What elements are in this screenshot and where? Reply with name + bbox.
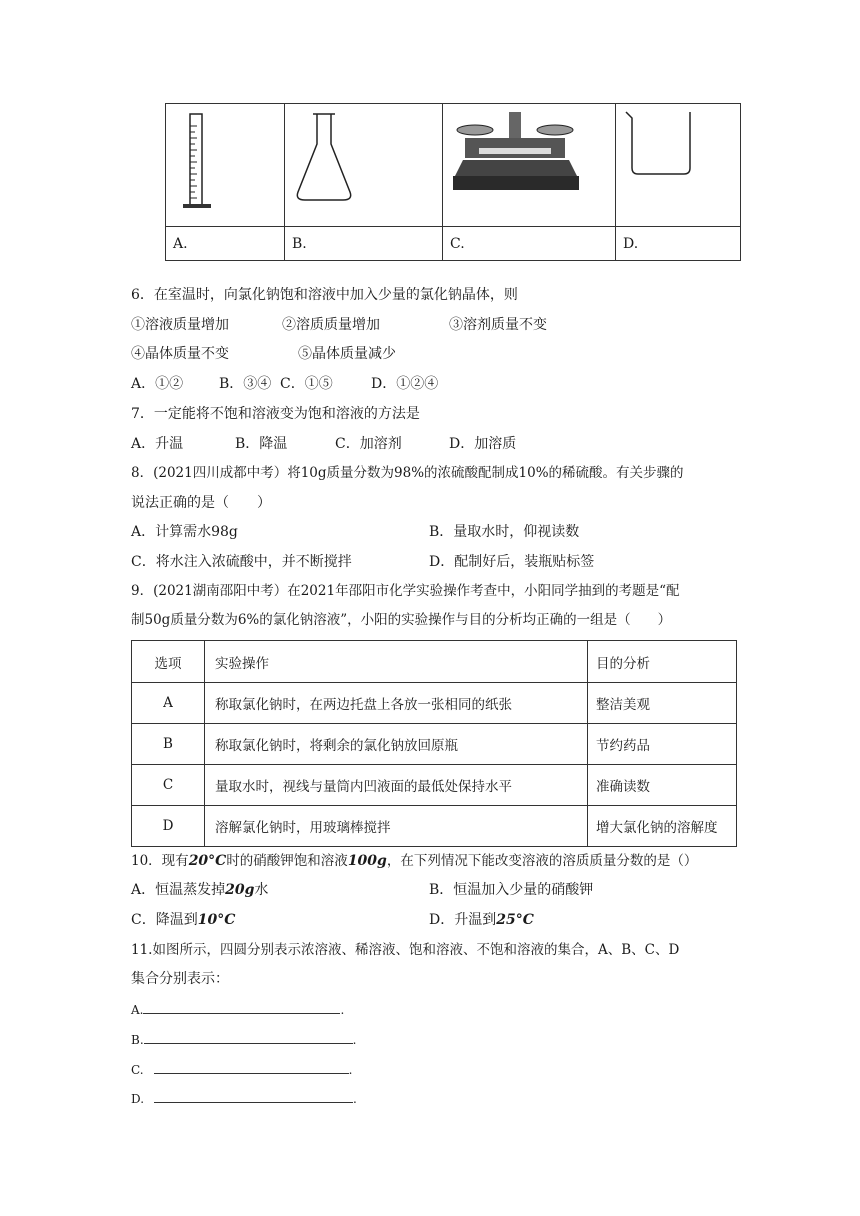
q10-stem (131, 851, 697, 871)
q11-blank-b-label: B. (131, 1033, 144, 1047)
q10-option-a-post: 水 (254, 882, 269, 898)
q8-option-b: B．量取水时，仰视读数 (429, 524, 580, 540)
apparatus-label-c: C. (443, 227, 616, 261)
q8-option-d: D．配制好后，装瓶贴标签 (429, 554, 595, 570)
q7-option-c: C．加溶剂 (335, 436, 402, 452)
q10-option-c-pre: C．降温到 (131, 912, 198, 928)
beaker-icon (616, 104, 740, 222)
apparatus-label-b: B. (285, 227, 443, 261)
q9-stem-line1: 9．(2021湖南邵阳中考）在2021年邵阳市化学实验操作考查中，小阳同学抽到的考题是“配 (131, 583, 680, 599)
table-row (132, 724, 737, 765)
q10-formula-temp: 20°C (188, 853, 227, 869)
q11-stem-line2: 集合分别表示： (131, 971, 229, 987)
q9-row-b-option: B (132, 724, 205, 765)
q9-header-operation: 实验操作 (205, 641, 588, 683)
q10-option-a-pre: A．恒温蒸发掉 (131, 882, 226, 898)
q9-row-b-analysis: 节约药品 (588, 724, 737, 765)
apparatus-cell-b (285, 104, 443, 227)
q10-option-a-formula: 20g (225, 882, 255, 898)
q6-item-5: ⑤晶体质量减少 (298, 346, 396, 362)
q6-item-2: ②溶质质量增加 (282, 317, 380, 333)
q10-option-c (131, 910, 235, 930)
apparatus-label-d: D. (616, 227, 741, 261)
q11-blank-d-label: D. (131, 1092, 145, 1106)
q9-row-c-option: C (132, 765, 205, 806)
q6-item-3: ③溶剂质量不变 (449, 317, 547, 333)
graduated-cylinder-icon (166, 104, 284, 222)
q8-option-a: A．计算需水98g (131, 524, 238, 540)
q7-option-b: B．降温 (235, 436, 288, 452)
apparatus-cell-a (166, 104, 285, 227)
q11-blank-a (131, 999, 344, 1020)
q11-blank-b (131, 1029, 356, 1050)
q10-option-d-formula: 25°C (496, 912, 534, 928)
apparatus-cell-d (616, 104, 741, 227)
q6-stem: 6．在室温时，向氯化钠饱和溶液中加入少量的氯化钠晶体，则 (131, 287, 518, 303)
table-row (132, 765, 737, 806)
q11-stem-line1: 11.如图所示，四圆分别表示浓溶液、稀溶液、饱和溶液、不饱和溶液的集合，A、B、C、D (131, 942, 680, 958)
apparatus-label-a: A. (166, 227, 285, 261)
q11-blank-d (131, 1088, 357, 1109)
q8-stem-line1: 8．(2021四川成都中考）将10g质量分数为98%的浓硫酸配制成10%的稀硫酸。有关步骤的 (131, 465, 684, 481)
q11-blank-c (131, 1059, 352, 1080)
q6-option-c: C．①⑤ (280, 376, 333, 392)
q10-option-a (131, 880, 268, 900)
q11-answer-b[interactable] (144, 1029, 353, 1044)
q6-option-d: D．①②④ (371, 376, 439, 392)
q7-stem: 7．一定能将不饱和溶液变为饱和溶液的方法是 (131, 406, 420, 422)
q7-option-d: D．加溶质 (449, 436, 517, 452)
q8-stem-line2: 说法正确的是（ ） (131, 495, 271, 511)
q9-row-b-operation: 称取氯化钠时，将剩余的氯化钠放回原瓶 (205, 724, 588, 765)
q9-row-c-operation: 量取水时，视线与量筒内凹液面的最低处保持水平 (205, 765, 588, 806)
q11-answer-a[interactable] (143, 999, 340, 1014)
q9-row-d-operation: 溶解氯化钠时，用玻璃棒搅拌 (205, 806, 588, 847)
q11-blank-c-end: . (348, 1063, 353, 1077)
q8-option-c: C．将水注入浓硫酸中，并不断搅拌 (131, 554, 352, 570)
q6-item-4: ④晶体质量不变 (131, 346, 229, 362)
q10-formula-mass: 100g (347, 853, 387, 869)
table-row (132, 806, 737, 847)
q11-blank-c-label: C. (131, 1063, 144, 1077)
q9-row-a-option: A (132, 683, 205, 724)
q9-header-option: 选项 (132, 641, 205, 683)
q9-table (131, 640, 737, 847)
table-row (132, 683, 737, 724)
q10-option-d-pre: D．升温到 (429, 912, 497, 928)
q10-option-c-formula: 10°C (197, 912, 236, 928)
q10-stem-b: 时的硝酸钾饱和溶液 (226, 853, 348, 869)
q10-stem-a: 10．现有 (131, 853, 189, 869)
q11-blank-a-end: . (340, 1003, 345, 1017)
q7-option-a: A．升温 (131, 436, 184, 452)
q11-blank-a-label: A. (131, 1003, 144, 1017)
q9-row-d-option: D (132, 806, 205, 847)
apparatus-table (165, 103, 741, 261)
q10-option-d (429, 910, 534, 930)
balance-scale-icon (443, 104, 615, 222)
q9-header-analysis: 目的分析 (588, 641, 737, 683)
q10-stem-c: ，在下列情况下能改变溶液的溶质质量分数的是（） (386, 853, 698, 869)
apparatus-cell-c (443, 104, 616, 227)
q9-row-d-analysis: 增大氯化钠的溶解度 (588, 806, 737, 847)
q6-option-a: A．①② (131, 376, 184, 392)
q11-blank-b-end: . (352, 1033, 357, 1047)
q9-row-c-analysis: 准确读数 (588, 765, 737, 806)
q11-answer-d[interactable] (154, 1088, 353, 1103)
q10-option-b: B．恒温加入少量的硝酸钾 (429, 882, 594, 898)
q9-stem-line2: 制50g质量分数为6%的氯化钠溶液”，小阳的实验操作与目的分析均正确的一组是（ ） (131, 612, 672, 628)
q9-row-a-analysis: 整洁美观 (588, 683, 737, 724)
q11-blank-d-end: . (353, 1092, 357, 1106)
q11-answer-c[interactable] (154, 1059, 349, 1074)
q9-row-a-operation: 称取氯化钠时，在两边托盘上各放一张相同的纸张 (205, 683, 588, 724)
q6-option-b: B．③④ (219, 376, 272, 392)
conical-flask-icon (285, 104, 442, 222)
q6-item-1: ①溶液质量增加 (131, 317, 229, 333)
